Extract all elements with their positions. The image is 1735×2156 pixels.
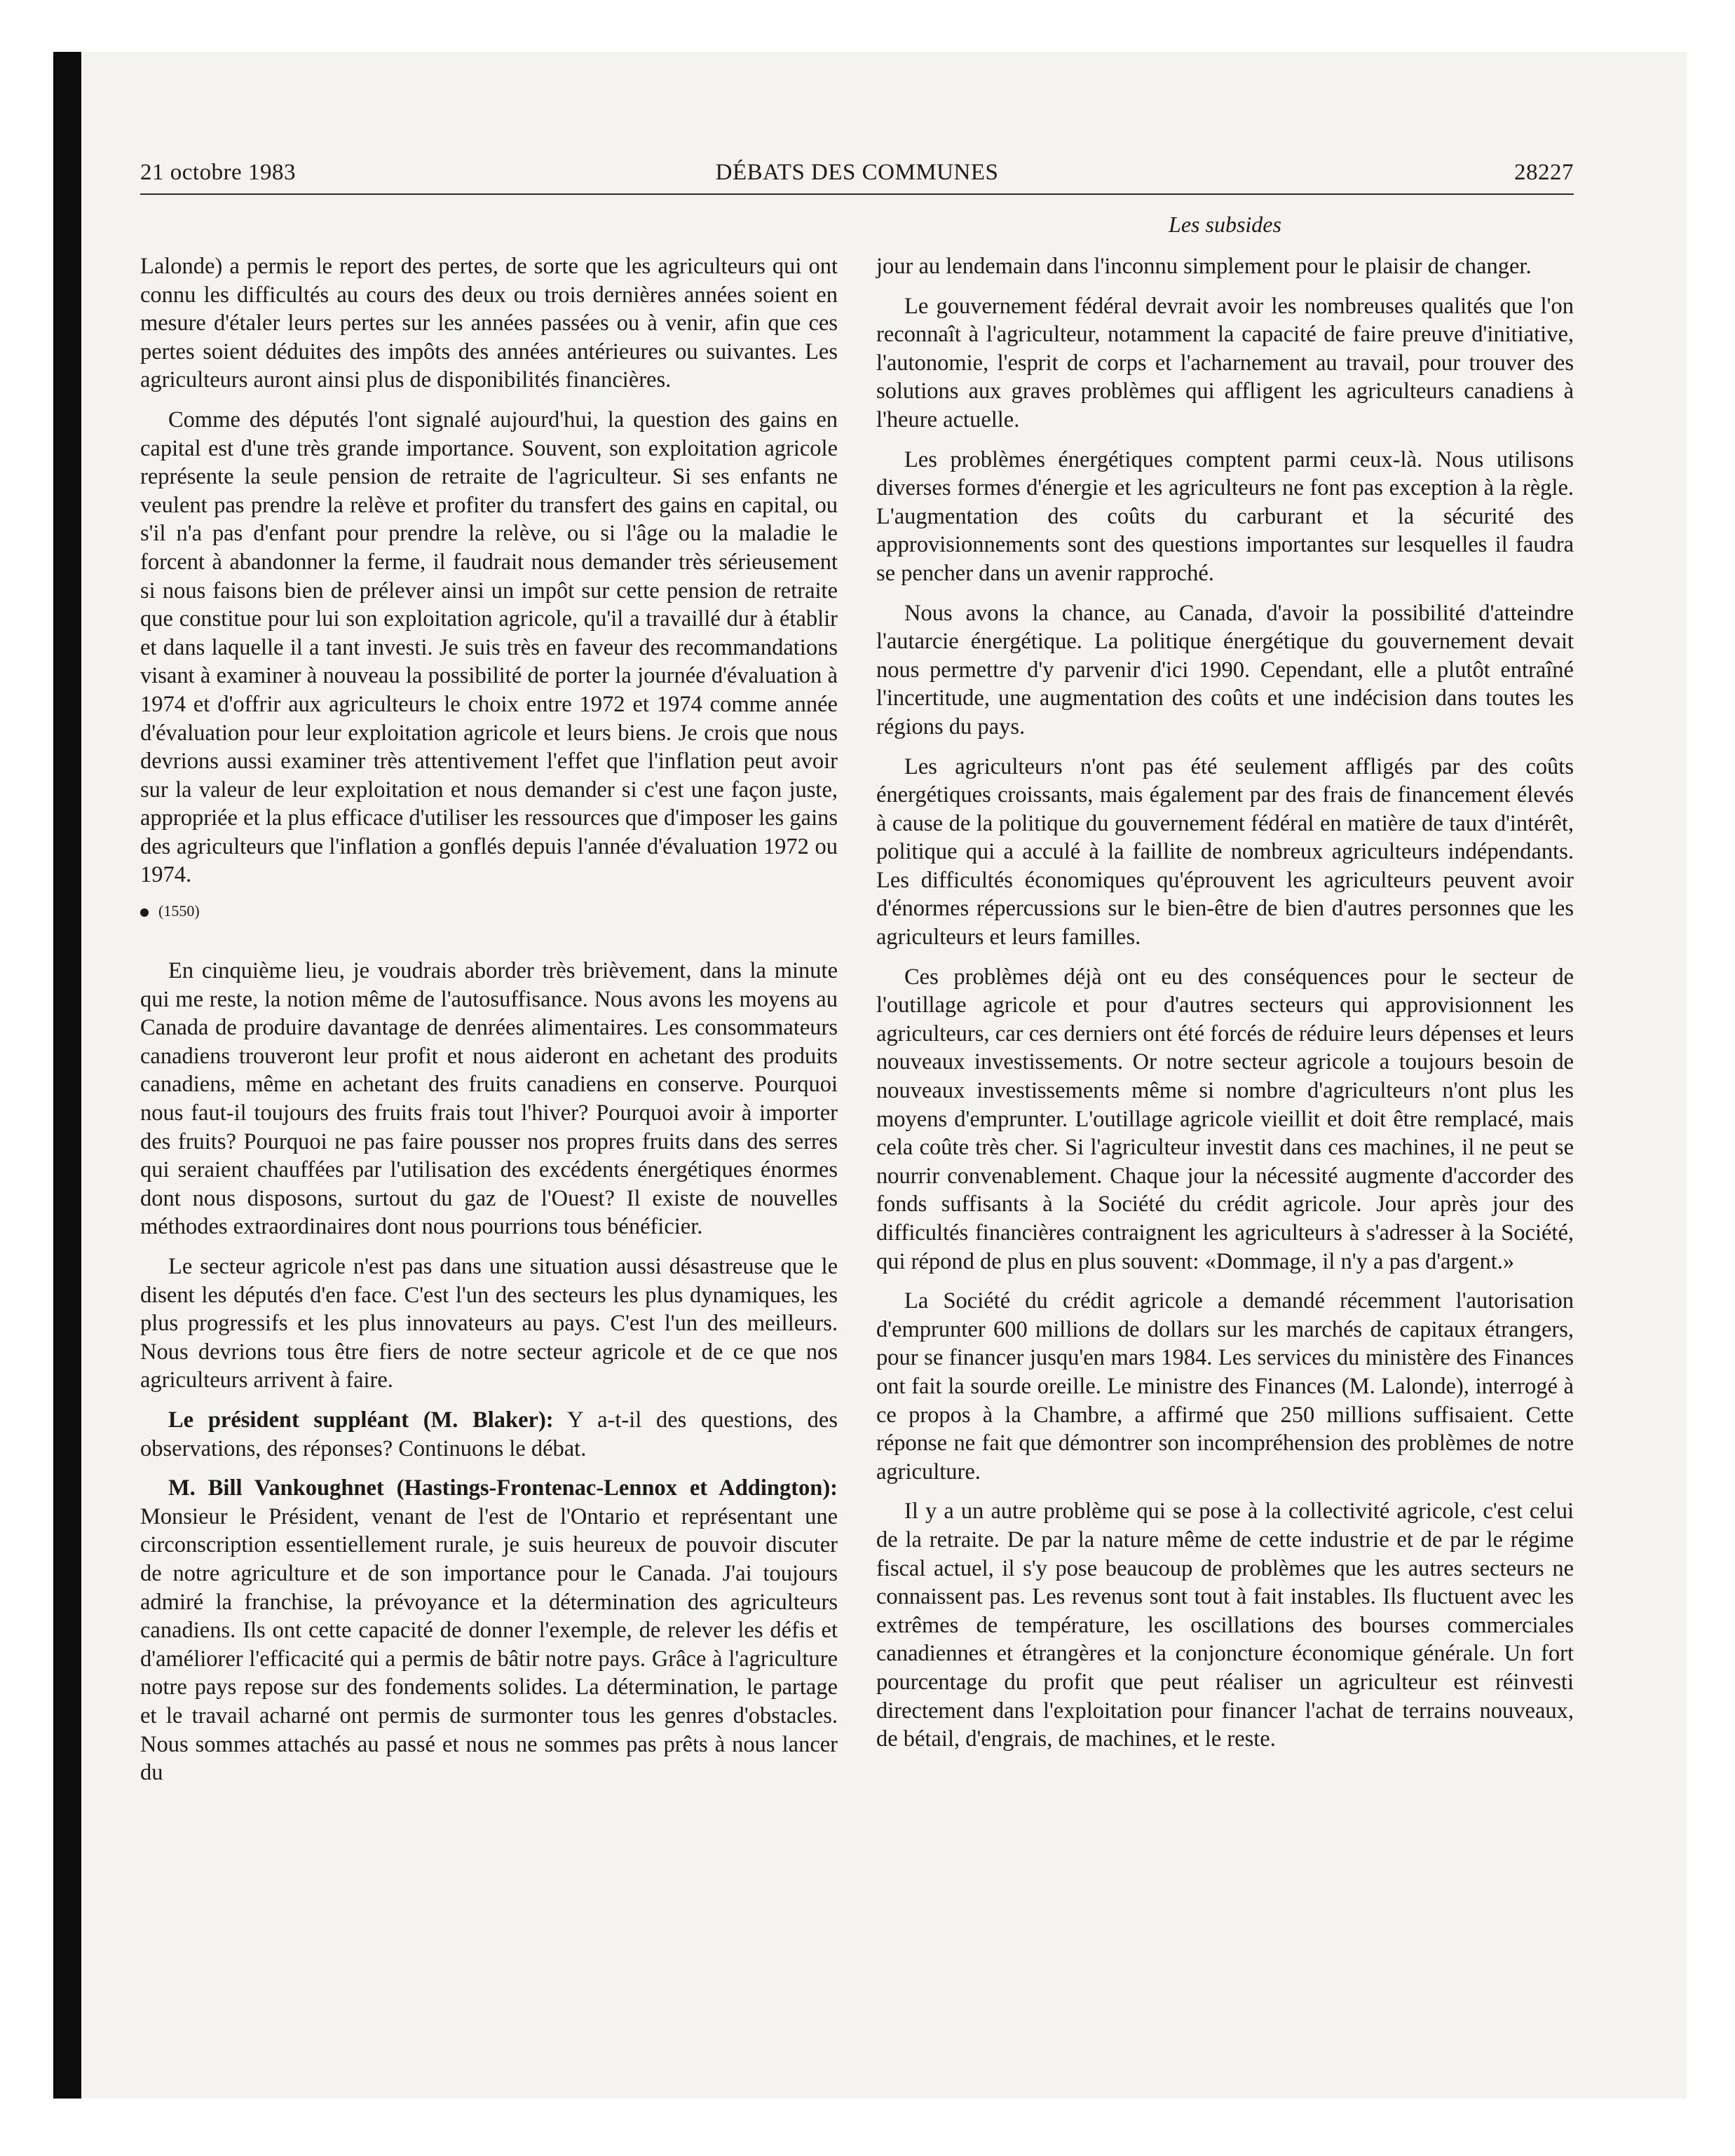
- speech-text: Monsieur le Président, venant de l'est de l'Ontario et représentant une circonscription essentiellement rurale, je suis heureux de pouvoir discuter de notre agriculture et de son importance pour le Canada. J'ai toujours admiré la franchise, la prévoyance et la détermination des agriculteurs canadiens. Ils ont cette capacité de donner l'exemple, de relever les défis et d'améliorer l'efficacité qui a permis de bâtir notre pays. Grâce à l'agriculture notre pays repose sur des fondements solides. La détermination, le partage et le travail acharné ont permis de surmonter tous les genres d'obstacles. Nous sommes attachés au passé et nous ne sommes pas prêts à nous lancer du: [140, 1503, 838, 1786]
- speaker-name: M. Bill Vankoughnet (Hastings-Frontenac-Lennox et Addington):: [168, 1475, 838, 1501]
- paragraph: Les problèmes énergétiques comptent parmi ceux-là. Nous utilisons diverses formes d'énergie et les agriculteurs ne font pas exception à la règle. L'augmentation des coûts du carburant et la sécurité des approvisionnements sont des questions importantes sur lesquelles il faudra se pencher dans un avenir rapproché.: [876, 446, 1574, 586]
- paragraph: Lalonde) a permis le report des pertes, de sorte que les agriculteurs qui ont connu les difficultés au cours des deux ou trois dernières années soient en mesure d'étaler leurs pertes sur les années passées ou à venir, afin que ces pertes soient déduites des impôts des années antérieures ou suivantes. Les agriculteurs auront ainsi plus de disponibilités financières.: [140, 254, 838, 393]
- paragraph: jour au lendemain dans l'inconnu simplement pour le plaisir de changer.: [876, 254, 1532, 279]
- page-header: [140, 160, 1574, 193]
- header-date: 21 octobre 1983: [140, 160, 296, 185]
- speaker-name: Le président suppléant (M. Blaker):: [168, 1407, 554, 1433]
- header-publication: DÉBATS DES COMMUNES: [715, 160, 999, 185]
- paragraph: Nous avons la chance, au Canada, d'avoir la possibilité d'atteindre l'autarcie énergétique. La politique énergétique du gouvernement devait nous permettre d'y parvenir d'ici 1990. Cependant, elle a plutôt entraîné l'incertitude, une augmentation des coûts et une indécision dans toutes les régions du pays.: [876, 600, 1574, 739]
- right-column: [876, 252, 1574, 1765]
- timestamp-marker: [140, 901, 838, 922]
- paragraph: Comme des députés l'ont signalé aujourd'hui, la question des gains en capital est d'une très grande importance. Souvent, son exploitation agricole représente la seule pension de retraite de l'agriculteur. Si ses enfants ne veulent pas prendre la relève et profiter du transfert des gains en capital, ou s'il n'a pas d'enfant pour prendre la relève, ou si l'âge ou la maladie le forcent à abandonner la ferme, il faudrait nous demander très sérieusement si nous faisons bien de prélever ainsi un impôt sur cette pension de retraite que constitue pour lui son exploitation agricole, qu'il a travaillé dur à établir et dans laquelle il a tant investi. Je suis très en faveur des recommandations visant à examiner à nouveau la possibilité de porter la journée d'évaluation à 1974 et d'offrir aux agriculteurs le choix entre 1972 et 1974 comme année d'évaluation pour leur exploitation agricole et leurs biens. Je crois que nous devrions aussi examiner très attentivement l'effet que l'inflation peut avoir sur la valeur de leur exploitation et nous demander si c'est une façon juste, appropriée et la plus efficace d'utiliser les ressources que d'imposer les gains des agriculteurs que l'inflation a gonflés depuis l'année d'évaluation 1972 ou 1974.: [140, 407, 838, 888]
- section-title: Les subsides: [1169, 212, 1281, 237]
- header-page-number: 28227: [1514, 160, 1574, 185]
- paragraph: Le secteur agricole n'est pas dans une situation aussi désastreuse que le disent les députés d'en face. C'est l'un des secteurs les plus dynamiques, les plus progressifs et les plus innovateurs au pays. C'est l'un des meilleurs. Nous devrions tous être fiers de notre secteur agricole et de ce que nos agriculteurs arrivent à faire.: [140, 1254, 838, 1393]
- left-column: [140, 252, 838, 1799]
- paragraph: En cinquième lieu, je voudrais aborder très brièvement, dans la minute qui me reste, la notion même de l'autosuffisance. Nous avons les moyens au Canada de produire davantage de denrées alimentaires. Les consommateurs canadiens trouveront leur profit et nous aideront en achetant des produits canadiens, même en achetant des fruits canadiens en conserve. Pourquoi nous faut-il toujours des fruits frais tout l'hiver? Pourquoi avoir à importer des fruits? Pourquoi ne pas faire pousser nos propres fruits dans des serres qui seraient chauffées par l'utilisation des excédents énergétiques énormes dont nous disposons, surtout du gaz de l'Ouest? Il existe de nouvelles méthodes extraordinaires dont nous pourrions tous bénéficier.: [140, 958, 838, 1240]
- scan-edge-bar: [53, 52, 81, 2099]
- timestamp-text: (1550): [158, 902, 200, 920]
- paragraph: Il y a un autre problème qui se pose à la collectivité agricole, c'est celui de la retraite. De par la nature même de cette industrie et de par le régime fiscal actuel, il s'y pose beaucoup de problèmes que les autres secteurs ne connaissent pas. Les revenus sont tout à fait instables. Ils fluctuent avec les extrêmes de température, les oscillations des bourses commerciales canadiennes et étrangères et la conjoncture économique générale. Un fort pourcentage du profit que peut réaliser un agriculteur est réinvesti directement dans l'exploitation pour financer l'achat de terrains nouveaux, de bétail, d'engrais, de machines, et le reste.: [876, 1499, 1574, 1752]
- paragraph: Le gouvernement fédéral devrait avoir les nombreuses qualités que l'on reconnaît à l'agriculteur, notamment la capacité de faire preuve d'initiative, l'autonomie, l'esprit de corps et l'acharnement au travail, pour trouver des solutions aux graves problèmes qui affligent les agriculteurs canadiens à l'heure actuelle.: [876, 293, 1574, 432]
- speech-paragraph: [140, 1406, 838, 1463]
- paragraph: Les agriculteurs n'ont pas été seulement affligés par des coûts énergétiques croissants, mais également par des frais de financement élevés à cause de la politique du gouvernement fédéral en matière de taux d'intérêt, politique qui a acculé à la faillite de nombreux agriculteurs indépendants. Les difficultés économiques qu'éprouvent les agriculteurs peuvent avoir d'énormes répercussions sur le bien-être de bien d'autres personnes que les agriculteurs et leurs familles.: [876, 753, 1574, 950]
- header-rule: [140, 193, 1574, 195]
- paragraph: Ces problèmes déjà ont eu des conséquences pour le secteur de l'outillage agricole et pour d'autres secteurs qui approvisionnent les agriculteurs, car ces derniers ont été forcés de réduire leurs dépenses et leurs nouveaux investissements. Or notre secteur agricole a toujours besoin de nouveaux investissements même si nombre d'agriculteurs n'ont plus les moyens d'emprunter. L'outillage agricole vieillit et doit être remplacé, mais cela coûte très cher. Si l'agriculteur investit dans ces machines, il ne peut se nourrir convenablement. Chaque jour la nécessité augmente d'accorder des fonds suffisants à la Société du crédit agricole. Jour après jour des difficultés financières contraignent les agriculteurs à s'adresser à la Société, qui répond de plus en plus souvent: «Dommage, il n'y a pas d'argent.»: [876, 964, 1574, 1274]
- paragraph: La Société du crédit agricole a demandé récemment l'autorisation d'emprunter 600 millions de dollars sur les marchés de capitaux étrangers, pour se financer jusqu'en mars 1984. Les services du ministère des Finances ont fait la sourde oreille. Le ministre des Finances (M. Lalonde), interrogé à ce propos à la Chambre, a affirmé que 250 millions suffisaient. Cette réponse ne fait que démontrer son incompréhension des problèmes de notre agriculture.: [876, 1288, 1574, 1485]
- bullet-icon: [140, 908, 149, 917]
- speech-text: Y a-t-il des questions, des observations, des réponses? Continuons le débat.: [140, 1407, 838, 1461]
- speech-paragraph: [140, 1474, 838, 1787]
